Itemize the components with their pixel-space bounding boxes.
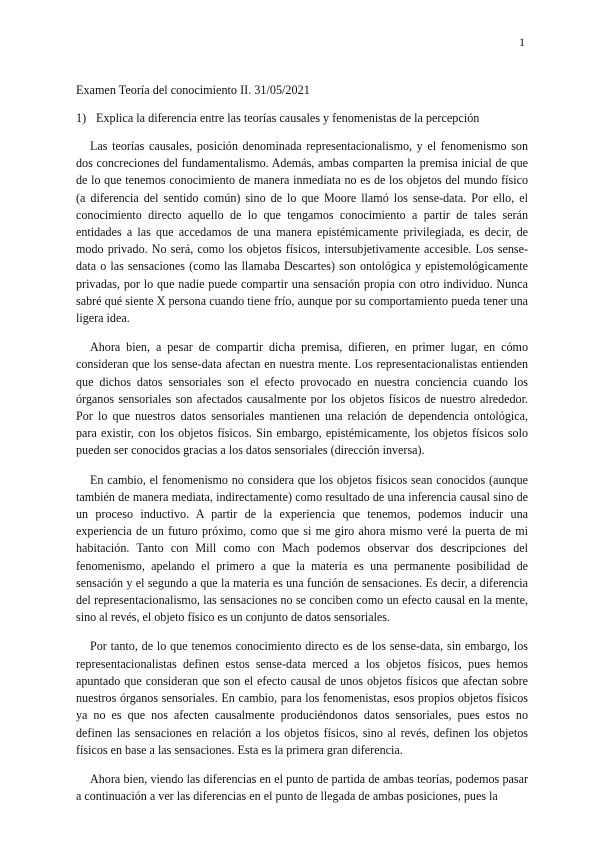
question-number: 1) bbox=[76, 111, 87, 125]
page-number: 1 bbox=[519, 35, 525, 49]
question-heading bbox=[76, 110, 526, 126]
question-text: Explica la diferencia entre las teorías causales y fenomenistas de la percepción bbox=[96, 111, 480, 125]
paragraph: Ahora bien, a pesar de compartir dicha premisa, difieren, en primer lugar, en cómo consideran que los sense-data afectan en nuestra mente. Los representacionalistas entienden que dichos datos sensoriales son el efecto provocado en nuestra conciencia cuando los órganos sensoriales son afectados causalmente por los objetos físicos de nuestro alrededor. Por lo que nuestros datos sensoriales mantienen una relación de dependencia ontológica, para existir, con los objetos físicos. Sin embargo, epistémicamente, los objetos físicos solo pueden ser conocidos gracias a los datos sensoriales (dirección inversa). bbox=[76, 340, 528, 458]
paragraph: Ahora bien, viendo las diferencias en el punto de partida de ambas teorías, podemos pasar a continuación a ver las diferencias en el punto de llegada de ambas posiciones, pues la bbox=[76, 771, 528, 804]
paragraph: Las teorías causales, posición denominada representacionalismo, y el fenomenismo son dos concreciones del fundamentalismo. Además, ambas comparten la premisa inicial de que de lo que tenemos conocimiento de manera inmediata no es de los objetos del mundo físico (a diferencia del sentido común) sino de lo que Moore llamó los sense-data. Por ello, el conocimiento directo aquello de lo que tengamos conocimiento a partir de tales serán entidades a las que accedamos de una manera epistémicamente privilegiada, es decir, de modo privado. No será, como los objetos físicos, intersubjetivamente accesible. Los sense-data o las sensaciones (como las llamaba Descartes) son ontológica y epistemológicamente privadas, por lo que nadie puede compartir una sensación propia con otro individuo. Nunca sabré qué siente X persona cuando tiene frío, aunque por su comportamiento pueda tener una ligera idea. bbox=[76, 139, 528, 326]
paragraph: Por tanto, de lo que tenemos conocimiento directo es de los sense-data, sin embargo, los representacionalistas definen estos sense-data merced a los objetos físicos, pues hemos apuntado que consideran que son el efecto causal de unos objetos físicos que afectan sobre nuestros órganos sensoriales. En cambio, para los fenomenistas, esos propios objetos físicos ya no es que nos afecten causalmente produciéndonos datos sensoriales, pues estos no definen las sensaciones en relación a los objetos físicos, sino al revés, definen los objetos físicos en base a las sensaciones. Esta es la primera gran diferencia. bbox=[76, 639, 528, 757]
exam-header: Examen Teoría del conocimiento II. 31/05/2021 bbox=[76, 83, 310, 97]
answer-body bbox=[76, 138, 528, 817]
paragraph: En cambio, el fenomenismo no considera que los objetos físicos sean conocidos (aunque también de manera mediata, indirectamente) como resultado de una inferencia causal sino de un proceso inductivo. A partir de la experiencia que tenemos, podemos inducir una experiencia de un futuro próximo, como que si me giro ahora mismo veré la puerta de mi habitación. Tanto con Mill como con Mach podemos observar dos descripciones del fenomenismo, apelando el primero a que la materia es una permanente posibilidad de sensación y el segundo a que la materia es una función de sensaciones. Es decir, a diferencia del representacionalismo, las sensaciones no se conciben como un efecto causal en la mente, sino al revés, el objeto físico es un conjunto de datos sensoriales. bbox=[76, 472, 528, 625]
